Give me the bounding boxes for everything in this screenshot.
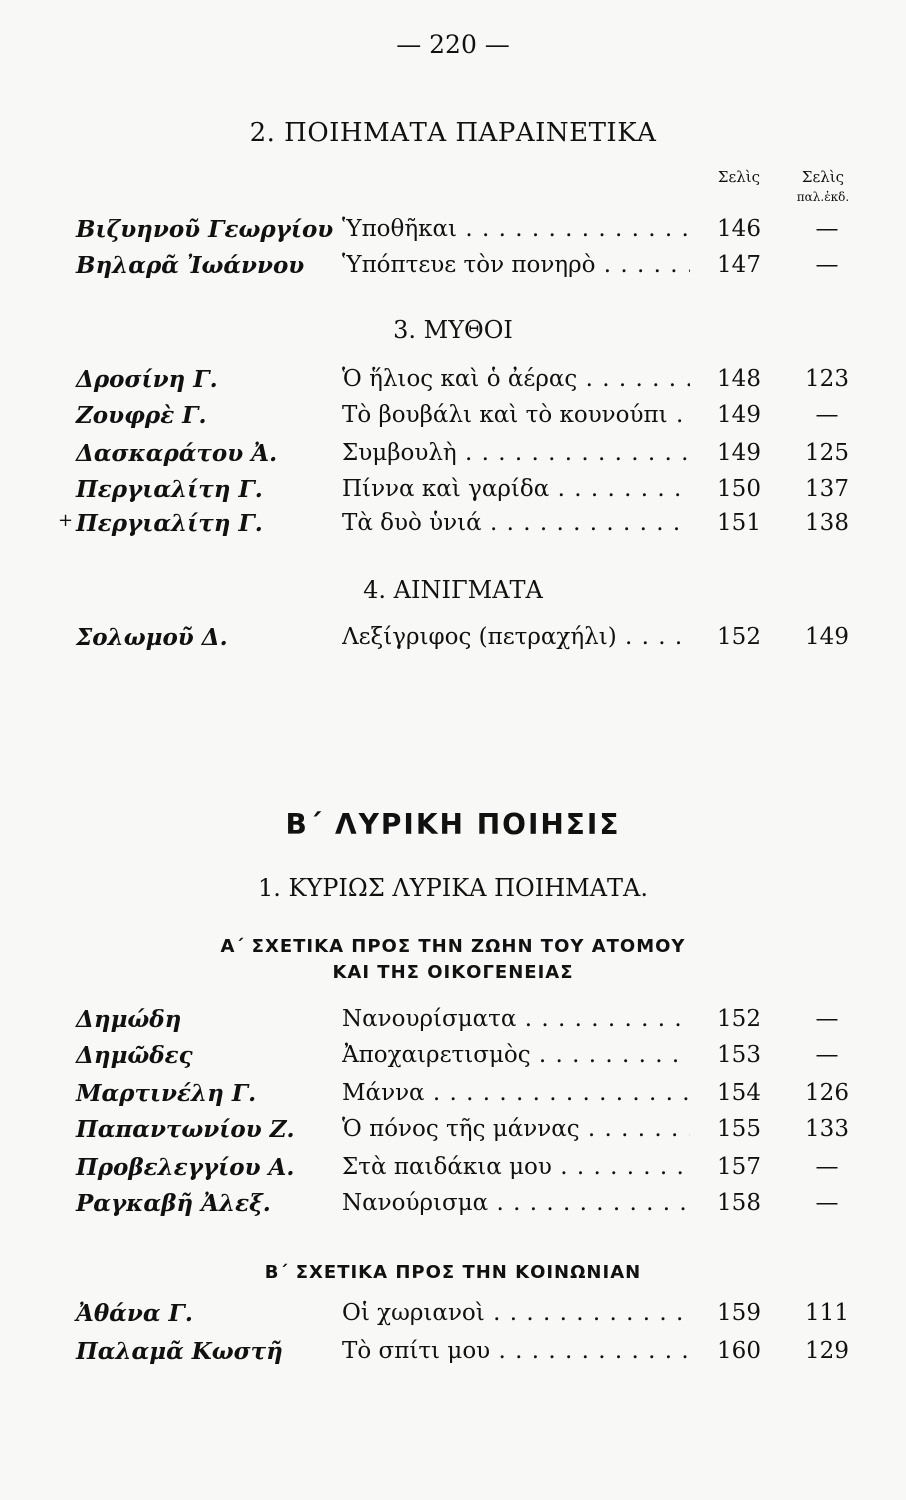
table-row: [0, 1116, 906, 1152]
author: Δημώδη: [76, 1006, 182, 1033]
table-row: [0, 252, 906, 288]
author: Περγιαλίτη Γ.: [76, 510, 263, 537]
old-page: —: [815, 1006, 839, 1032]
column-header-page: Σελὶς: [717, 168, 761, 186]
old-page: 137: [805, 476, 849, 502]
table-row: [0, 1042, 906, 1078]
table-row: [0, 510, 906, 546]
section-heading-lyric-poems: 1. ΚΥΡΙΩΣ ΛΥΡΙΚΑ ΠΟΙΗΜΑΤΑ.: [257, 874, 648, 902]
table-row: [0, 1338, 906, 1374]
page: 157: [717, 1154, 761, 1180]
title: Συμβουλὴ . . .: [342, 440, 690, 466]
page: 152: [717, 624, 761, 650]
table-row: [0, 1006, 906, 1042]
old-page: 138: [805, 510, 849, 536]
table-row: [0, 624, 906, 660]
old-page: 149: [805, 624, 849, 650]
part-heading-lyric: Β΄ ΛΥΡΙΚΗ ΠΟΙΗΣΙΣ: [285, 808, 621, 841]
page: 148: [717, 366, 761, 392]
old-page: 125: [805, 440, 849, 466]
table-row: [0, 1080, 906, 1116]
section-heading-riddles: 4. ΑΙΝΙΓΜΑΤΑ: [363, 576, 543, 604]
page: 149: [717, 440, 761, 466]
table-row: [0, 216, 906, 252]
table-row: [0, 440, 906, 476]
old-page: —: [815, 216, 839, 242]
author: Δροσίνη Γ.: [76, 366, 218, 393]
old-page: —: [815, 1190, 839, 1216]
author: Παλαμᾶ Κωστῆ: [76, 1338, 283, 1365]
group-heading-individual-line1: Α΄ ΣΧΕΤΙΚΑ ΠΡΟΣ ΤΗΝ ΖΩΗΝ ΤΟΥ ΑΤΟΜΟΥ: [220, 936, 686, 957]
title: Ὑποθῆκαι . . .: [342, 216, 690, 242]
page: 160: [717, 1338, 761, 1364]
old-page: —: [815, 1042, 839, 1068]
margin-mark-icon: +: [58, 510, 74, 531]
title: Ὁ πόνος τῆς μάννας . . .: [342, 1116, 690, 1142]
table-row: [0, 1190, 906, 1226]
page: 154: [717, 1080, 761, 1106]
table-row: [0, 402, 906, 438]
title: Ὑπόπτευε τὸν πονηρὸ . . .: [342, 252, 690, 278]
author: Περγιαλίτη Γ.: [76, 476, 263, 503]
title: Στὰ παιδάκια μου . . .: [342, 1154, 690, 1180]
table-row: [0, 1154, 906, 1190]
page: 150: [717, 476, 761, 502]
title: Νανούρισμα . . .: [342, 1190, 690, 1216]
author: Παπαντωνίου Ζ.: [76, 1116, 295, 1143]
author: Ἀθάνα Γ.: [76, 1300, 193, 1327]
page: 155: [717, 1116, 761, 1142]
page: 149: [717, 402, 761, 428]
section-heading-myths: 3. ΜΥΘΟΙ: [393, 316, 513, 344]
old-page: —: [815, 252, 839, 278]
author: Προβελεγγίου Α.: [76, 1154, 295, 1181]
page-number: — 220 —: [396, 30, 510, 59]
old-page: 126: [805, 1080, 849, 1106]
column-header-old-page: Σελὶς: [801, 168, 845, 186]
old-page: —: [815, 402, 839, 428]
section-heading-paraenetic: 2. ΠΟΙΗΜΑΤΑ ΠΑΡΑΙΝΕΤΙΚΑ: [249, 118, 657, 148]
author: Βηλαρᾶ Ἰωάννου: [76, 252, 305, 279]
page: 152: [717, 1006, 761, 1032]
title: Ἀποχαιρετισμὸς . . .: [342, 1042, 690, 1068]
title: Λεξίγριφος (πετραχήλι) . . .: [342, 624, 690, 650]
title: Νανουρίσματα . . .: [342, 1006, 690, 1032]
title: Οἱ χωριανοὶ . . .: [342, 1300, 690, 1326]
title: Πίννα καὶ γαρίδα . . .: [342, 476, 690, 502]
page: 151: [717, 510, 761, 536]
group-heading-society: Β΄ ΣΧΕΤΙΚΑ ΠΡΟΣ ΤΗΝ ΚΟΙΝΩΝΙΑΝ: [264, 1262, 642, 1283]
title: Τὰ δυὸ ὑνιά . . .: [342, 510, 690, 536]
old-page: 129: [805, 1338, 849, 1364]
table-row: [0, 366, 906, 402]
old-page: 133: [805, 1116, 849, 1142]
page: 147: [717, 252, 761, 278]
old-page: —: [815, 1154, 839, 1180]
author: Σολωμοῦ Δ.: [76, 624, 228, 651]
author: Μαρτινέλη Γ.: [76, 1080, 257, 1107]
page: 146: [717, 216, 761, 242]
title: Ὁ ἥλιος καὶ ὁ ἀέρας . . .: [342, 366, 690, 392]
table-row: [0, 476, 906, 512]
author: Δασκαράτου Ἀ.: [76, 440, 278, 467]
author: Ραγκαβῆ Ἀλεξ.: [76, 1190, 271, 1217]
author: Δημῶδες: [76, 1042, 193, 1069]
group-heading-individual-line2: ΚΑΙ ΤΗΣ ΟΙΚΟΓΕΝΕΙΑΣ: [332, 962, 574, 983]
title: Τὸ σπίτι μου . . .: [342, 1338, 690, 1364]
title: Μάννα . . .: [342, 1080, 690, 1106]
column-header-old-edition: παλ.ἐκδ.: [796, 190, 850, 204]
table-row: [0, 1300, 906, 1336]
old-page: 123: [805, 366, 849, 392]
old-page: 111: [805, 1300, 849, 1326]
author: Βιζυηνοῦ Γεωργίου: [76, 216, 334, 243]
title: Τὸ βουβάλι καὶ τὸ κουνούπι . . .: [342, 402, 690, 428]
page: 158: [717, 1190, 761, 1216]
author: Ζουφρὲ Γ.: [76, 402, 207, 429]
page: 159: [717, 1300, 761, 1326]
page: 153: [717, 1042, 761, 1068]
